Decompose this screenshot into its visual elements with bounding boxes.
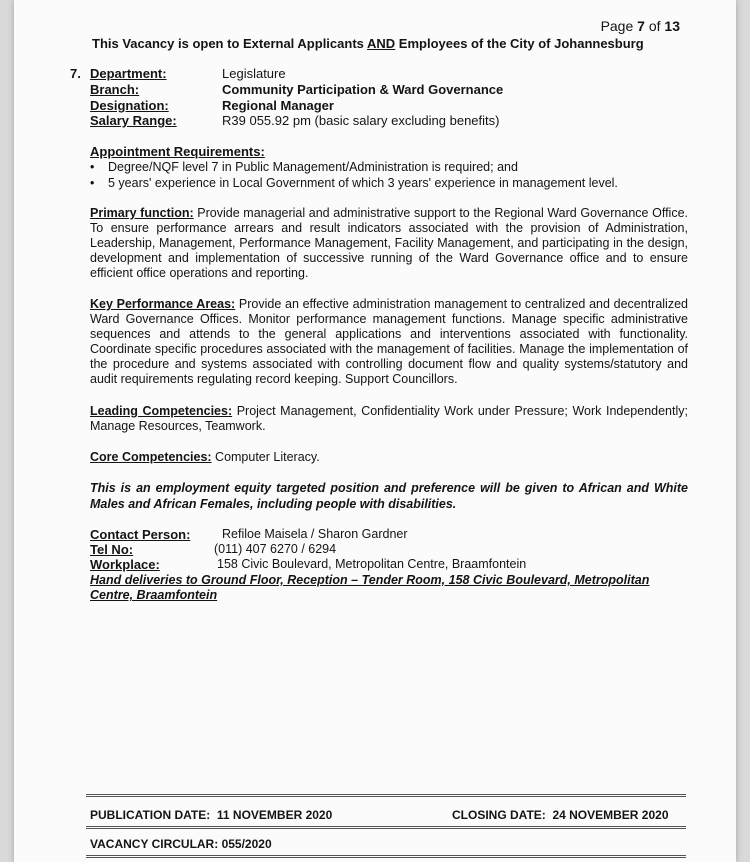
department-label: Department:: [90, 66, 167, 81]
item-number: 7.: [70, 66, 81, 81]
kpa-paragraph: Key Performance Areas: Provide an effective administration management to centralized and decentralized Ward Governance Offices. Monitor performance management functions. Manage specific administrative sequences and attends to the general applications and interventions associated with functionality. Coordinate specific procedures associated with the management of facilities. Manage the implementation of the procedure and systems associated with controlling document flow and quality systems/statutory and audit requirements regulating record keeping. Support Councillors.: [90, 297, 688, 386]
workplace-label: Workplace:: [90, 557, 160, 572]
footer-rule-bottom: [86, 855, 686, 858]
equity-statement: This is an employment equity targeted position and preference will be given to African and White Males and African Females, including people with disabilities.: [90, 481, 688, 511]
closing-date: CLOSING DATE: 24 NOVEMBER 2020: [452, 808, 669, 822]
primary-function-title: Primary function:: [90, 206, 194, 220]
vacancy-circular: VACANCY CIRCULAR: 055/2020: [90, 837, 272, 851]
kpa-title: Key Performance Areas:: [90, 297, 236, 311]
core-competencies-title: Core Competencies:: [90, 450, 212, 464]
requirements-title: Appointment Requirements:: [90, 144, 265, 159]
branch-value: Community Participation & Ward Governance: [222, 82, 504, 97]
department-value: Legislature: [222, 66, 286, 81]
designation-label: Designation:: [90, 98, 169, 113]
vacancy-notice: This Vacancy is open to External Applicants AND Employees of the City of Johannesburg: [92, 36, 644, 51]
salary-value: R39 055.92 pm (basic salary excluding benefits): [222, 113, 500, 128]
requirement-item: • Degree/NQF level 7 in Public Management/Administration is required; and: [90, 159, 690, 175]
branch-label: Branch:: [90, 82, 140, 97]
page-number: Page 7 of 13: [600, 18, 680, 34]
requirement-item: • 5 years' experience in Local Government of which 3 years' experience in management level.: [90, 175, 690, 191]
contact-person-value: Refiloe Maisela / Sharon Gardner: [222, 527, 408, 541]
leading-competencies-paragraph: Leading Competencies: Project Management, Confidentiality Work under Pressure; Work Independently; Manage Resources, Teamwork.: [90, 404, 688, 433]
document-page: [14, 0, 736, 862]
designation-value: Regional Manager: [222, 98, 334, 113]
publication-date: PUBLICATION DATE: 11 NOVEMBER 2020: [90, 808, 333, 822]
leading-competencies-title: Leading Competencies:: [90, 404, 233, 418]
salary-label: Salary Range:: [90, 113, 177, 128]
footer-rule-middle: [86, 826, 686, 829]
primary-function-paragraph: Primary function: Provide managerial and administrative support to the Regional Ward Governance Office. To ensure performance arrears and result indicators associated with the provision of Administration, Leadership, Management, Performance Management, Facility Management, and participating in the design, development and implementation of successive running of the Ward Governance office and to ensure efficient office operations and reporting.: [90, 206, 688, 280]
workplace-value: 158 Civic Boulevard, Metropolitan Centre, Braamfontein: [217, 557, 527, 571]
core-competencies-paragraph: Core Competencies: Computer Literacy.: [90, 450, 320, 464]
hand-deliveries: Hand deliveries to Ground Floor, Reception – Tender Room, 158 Civic Boulevard, Metropolitan Centre, Braamfontein: [90, 573, 650, 602]
footer-rule-top: [86, 794, 686, 797]
requirements-list: [90, 159, 690, 191]
contact-person-label: Contact Person:: [90, 527, 191, 542]
tel-label: Tel No:: [90, 542, 134, 557]
tel-value: (011) 407 6270 / 6294: [214, 542, 337, 556]
